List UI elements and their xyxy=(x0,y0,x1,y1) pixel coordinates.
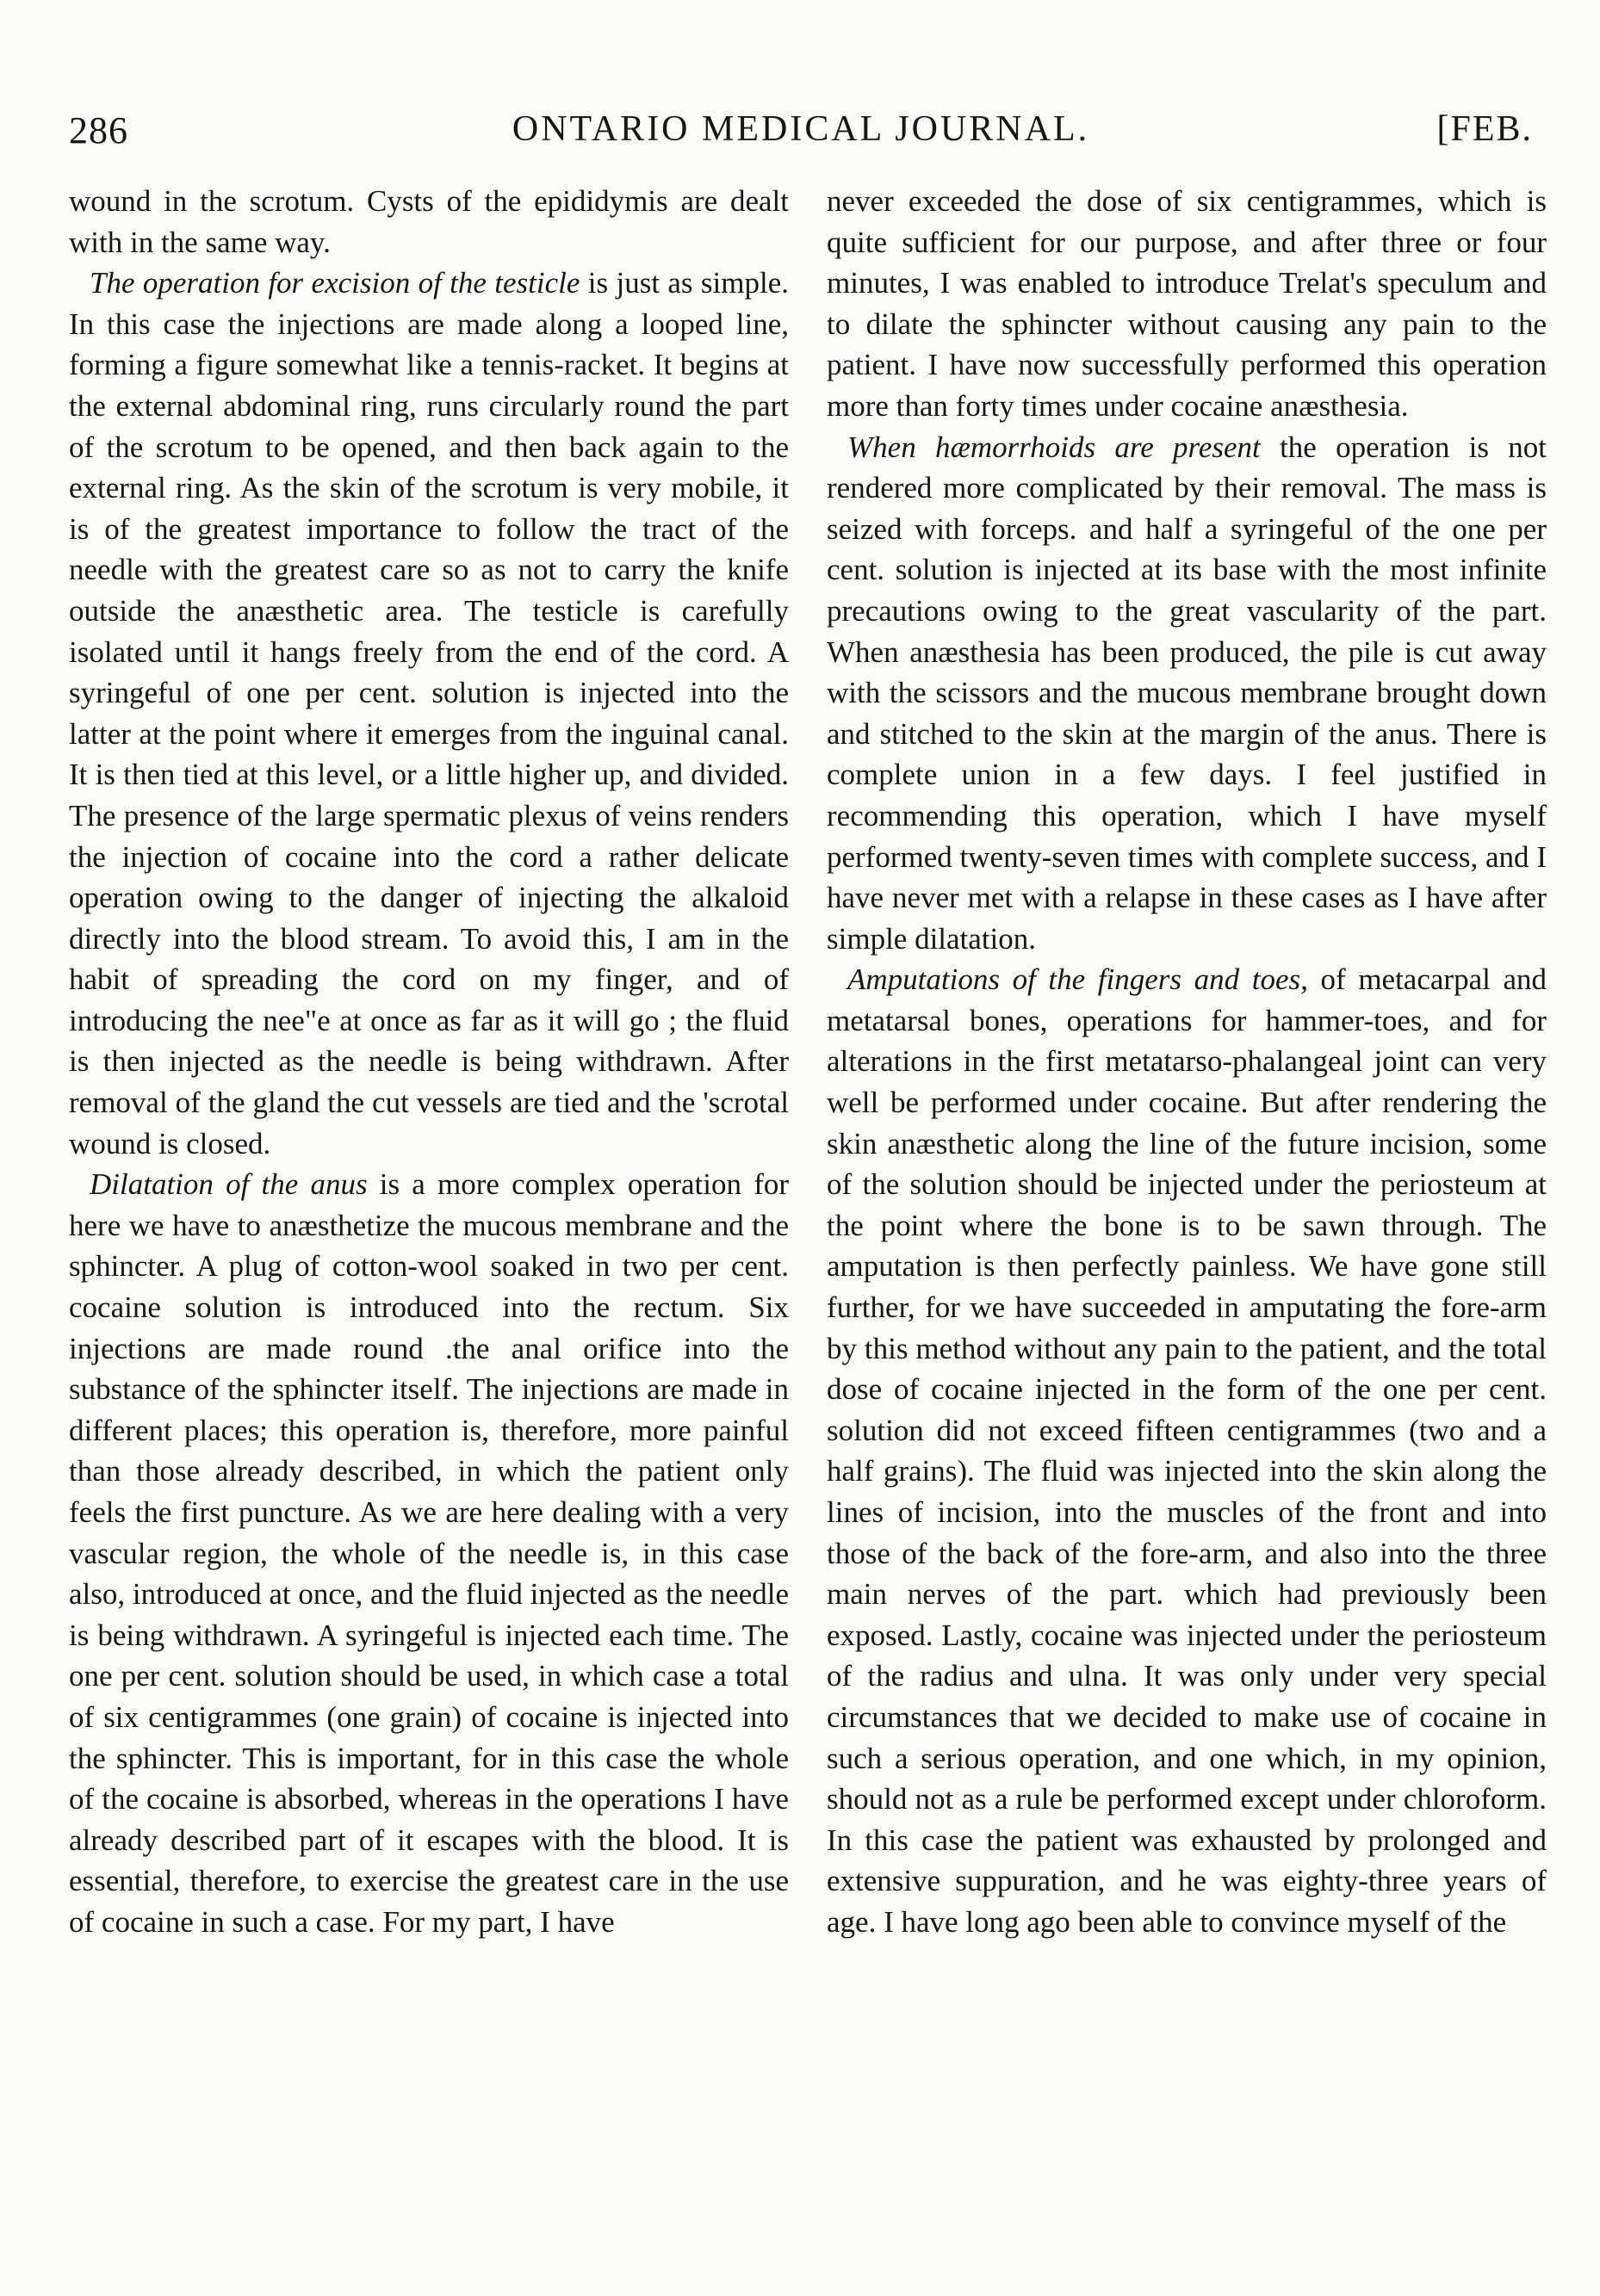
left-column xyxy=(69,181,789,1943)
section-lead: Amputations of the fingers and toes, xyxy=(847,962,1308,997)
paragraph-text: of metacarpal and metatarsal bones, operations for hammer-toes, and for alterations in the first metatarso-phalangeal joint can very well be performed under cocaine. But after rendering the skin anæsthetic along the line of the future incision, some of the solution should be injected under the periosteum at the point where the bone is to be sawn through. The amputation is then perfectly painless. We have gone still further, for we have succeeded in amputating the fore-arm by this method without any pain to the patient, and the total dose of cocaine injected in the form of the one per cent. solution did not exceed fifteen centigrammes (two and a half grains). The fluid was injected into the skin along the lines of incision, into the muscles of the front and into those of the back of the fore-arm, and also into the three main nerves of the part. which had previously been exposed. Lastly, cocaine was injected under the periosteum of the radius and ulna. It was only under very special circumstances that we decided to make use of cocaine in such a serious operation, and one which, in my opinion, should not as a rule be performed except under chloroform. In this case the patient was exhausted by prolonged and extensive suppuration, and he was eighty-three years of age. I have long ago been able to convince myself of the xyxy=(827,962,1547,1939)
paragraph xyxy=(69,263,789,1164)
page-number: 286 xyxy=(69,109,128,152)
section-lead: Dilatation of the anus xyxy=(90,1167,368,1202)
paragraph xyxy=(827,427,1547,960)
issue-month: [FEB. xyxy=(1436,109,1533,149)
right-column xyxy=(827,181,1547,1943)
paragraph: wound in the scrotum. Cysts of the epididymis are dealt with in the same way. xyxy=(69,184,789,259)
section-lead: When hæmorrhoids are present xyxy=(847,430,1261,464)
running-header xyxy=(69,108,1533,160)
paragraph-text: is a more complex operation for here we have to anæsthetize the mucous membrane and the sphincter. A plug of cotton-wool soaked in two per cent. cocaine solution is introduced into the rectum. Six injections are made round .the anal orifice into the substance of the sphincter itself. The injections are made in different places; this operation is, therefore, more painful than those already described, in which the patient only feels the first puncture. As we are here dealing with a very vascular region, the whole of the needle is, in this case also, introduced at once, and the fluid injected as the needle is being withdrawn. A syringeful is injected each time. The one per cent. solution should be used, in which case a total of six centigrammes (one grain) of cocaine is injected into the sphincter. This is important, for in this case the whole of the cocaine is absorbed, whereas in the operations I have already described part of it escapes with the blood. It is essential, therefore, to exercise the greatest care in the use of cocaine in such a case. For my part, I have xyxy=(69,1167,790,1939)
paragraph xyxy=(69,1164,789,1942)
paragraph-text: the operation is not rendered more complicated by their removal. The mass is seized with forceps. and half a syringeful of the one per cent. solution is injected at its base with the most infinite precautions owing to the great vascularity of the part. When anæsthesia has been produced, the pile is cut away with the scissors and the mucous membrane brought down and stitched to the skin at the margin of the anus. There is complete union in a few days. I feel justified in recommending this operation, which I have myself performed twenty-seven times with complete success, and I have never met with a relapse in these cases as I have after simple dilatation. xyxy=(827,430,1547,956)
paragraph xyxy=(827,959,1547,1942)
paragraph: never exceeded the dose of six centigrammes, which is quite sufficient for our purpose, and after three or four minutes, I was enabled to introduce Trelat's speculum and to dilate the sphincter without causing any pain to the patient. I have now successfully performed this operation more than forty times under cocaine anæsthesia. xyxy=(827,184,1547,423)
paragraph-text: is just as simple. In this case the injections are made along a looped line, forming a figure somewhat like a tennis-racket. It begins at the external abdominal ring, runs circularly round the part of the scrotum to be opened, and then back again to the external ring. As the skin of the scrotum is very mobile, it is of the greatest importance to follow the tract of the needle with the greatest care so as not to carry the knife outside the anæsthetic area. The testicle is carefully isolated until it hangs freely from the end of the cord. A syringeful of one per cent. solution is injected into the latter at the point where it emerges from the inguinal canal. It is then tied at this level, or a little higher up, and divided. The presence of the large spermatic plexus of veins renders the injection of cocaine into the cord a rather delicate operation owing to the danger of injecting the alkaloid directly into the blood stream. To avoid this, I am in the habit of spreading the cord on my finger, and of introducing the nee"e at once as far as it will go ; the fluid is then injected as the needle is being withdrawn. After removal of the gland the cut vessels are tied and the 'scrotal wound is closed. xyxy=(69,266,789,1160)
section-lead: The operation for excision of the testicle xyxy=(90,266,580,300)
journal-title: ONTARIO MEDICAL JOURNAL. xyxy=(512,109,1090,149)
